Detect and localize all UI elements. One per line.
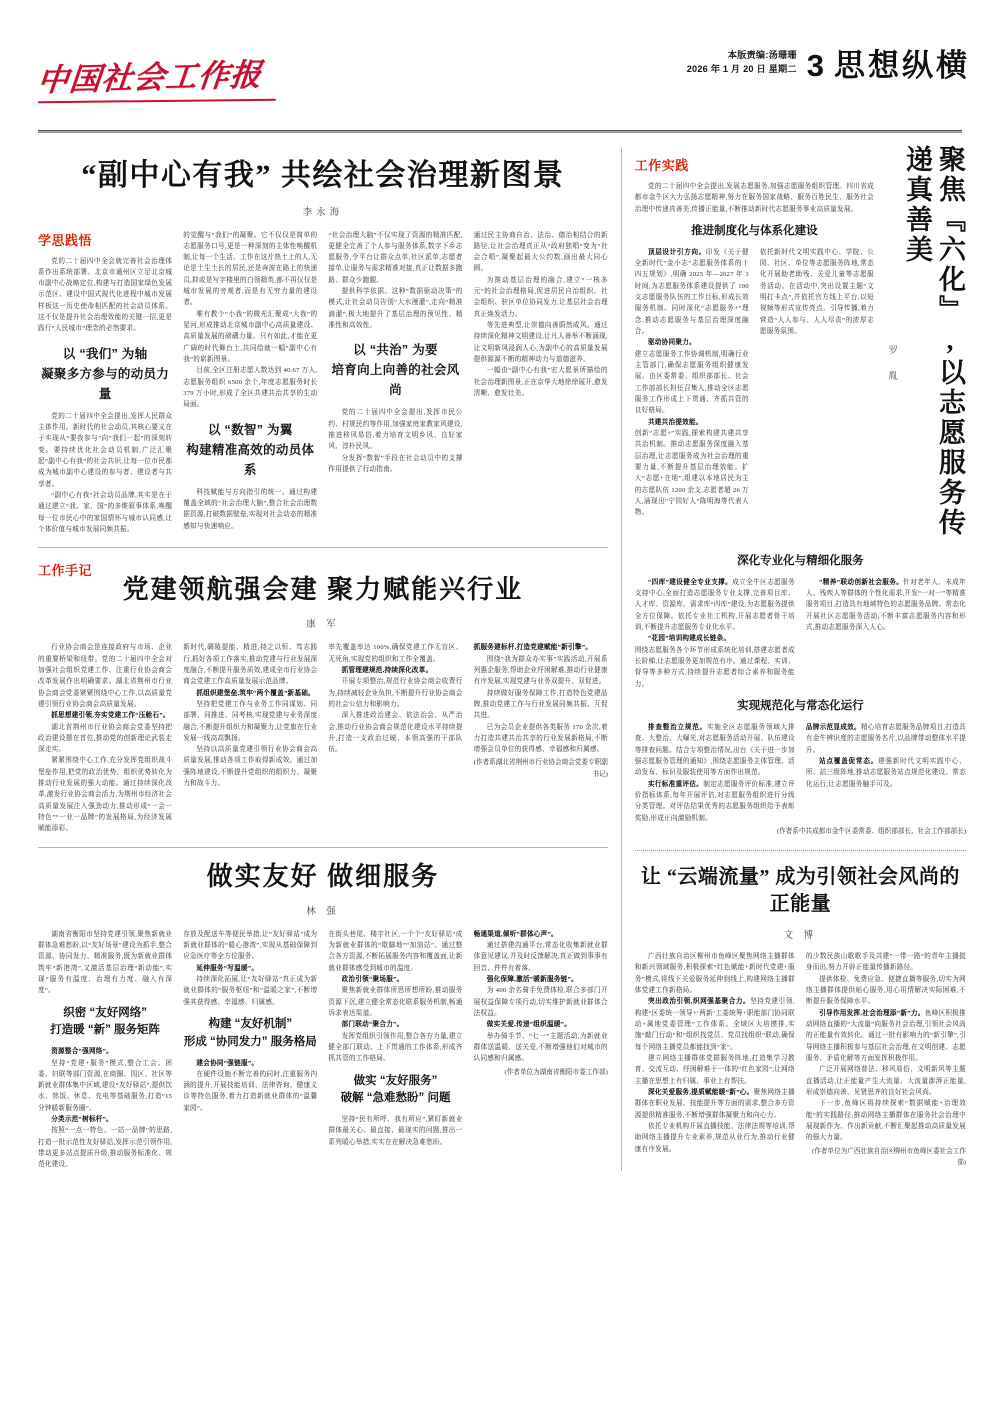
paragraph: 在硬件设施不断完善的同时,注重服务内涵的提升,开展技能培训、法律咨询、健康义诊等特色服务,着力打造新就业群体的“温馨家园”。	[183, 1070, 318, 1112]
article-5-headline: 让 “云端流量” 成为引领社会风尚的正能量	[640, 866, 960, 916]
inline-subhead: 共建共治提效能。	[647, 418, 703, 426]
inline-subhead: 突出政治引领,织网强基聚合力。	[647, 998, 751, 1006]
article-1-kicker: 学思践悟	[38, 232, 93, 248]
paragraph: 依托新时代文明实践中心、学院、公园、社区、单位等志愿服务阵地,常态化开展助老助残、关爱儿童等志愿服务活动。在活动中,突出设置主题“文明打卡点”,并依托官方线上平台,以短视频等形式宣传亮点、引导传播,着力营造“人人参与、人人尽责”的浓厚志愿服务氛围。	[759, 248, 874, 336]
page-body	[38, 145, 966, 1171]
paragraph: 分发挥“数智”手段在社会动员中的支撑作用提供了行动指南。	[328, 454, 463, 474]
article-3-byline: 林 强	[306, 906, 340, 917]
paragraph: 提供体检、免费应急、便捷直播等服务,切实为网络主播群体提供贴心服务,用心用情解决实际困难,不断提升服务保障水平。	[805, 975, 966, 1006]
paragraph: 排查整治立规范。实施全区志愿服务领域大排查、大整治、大曝光,对志愿服务活动开展、队伍建设等排查问题。结合专项整治情况,出台《关于进一步加强志愿服务管理的通知》,围绕志愿服务主体管理、活动发布、标识及服装使用等方面作出规范。	[634, 723, 795, 777]
paragraph	[183, 963, 317, 974]
inline-subhead: 政治引领“聚场服”。	[341, 975, 404, 983]
paragraph: 党的二十届四中全会就完善社会治理体系作出系统部署。北京市通州区立足北京城市副中心战略定位,构建与打造国家绿色发展示范区、建设中国式现代化进程中城市发展样板这一历史使命相匹配的社会动员体系。这不仅是提升社会治理效能的关键一招,更是践行“人民城市”理念的必然要求。	[38, 257, 173, 333]
paragraph	[328, 974, 462, 985]
paragraph: 紧紧围绕中心工作,充分发挥党组织战斗堡垒作用,把党的政治优势、组织优势转化为推动行业发展的强大动能。通过持续深化改革,激发行业协会商会活力,为荆州市经济社会高质量发展注入强劲动力,推动形成“一会一特色”“一业一品牌”的发展格局,为经济发展赋能添彩。	[38, 757, 173, 833]
inline-subhead: “四库”建设健全专业支撑。	[647, 578, 733, 586]
paragraph: 已为会员企业提供各类服务 170 余次,着力打造共建共治共享的行业发展新格局,不断增强会员单位的获得感、幸福感和归属感。	[473, 723, 608, 754]
article-1-subhead-3: 以 “共治” 为要 培育向上向善的社会风尚	[331, 343, 460, 398]
masthead-divider	[38, 130, 962, 133]
paragraph: 存放及配送车等便民举措,让“友好驿站”成为新就业群体的“暖心港湾”,实现从基础保障到应急医疗等全方位服务。	[183, 930, 318, 961]
paragraph: 发挥党组织引领作用,整合各方力量,建立健全部门联动、上下贯通的工作体系,形成齐抓共管的工作格局。	[328, 1032, 463, 1063]
article-3-subhead-3: 做实 “友好服务” 破解 “急难愁盼” 问题	[340, 1074, 451, 1105]
article-divider	[38, 547, 608, 548]
paragraph	[635, 633, 795, 644]
paragraph	[474, 1019, 608, 1030]
paragraph: 深入推进政治建会、依法治会、从严治会,推动行业协会商会规范化建设水平持续提升,打造一支政治过硬、本领高强的干部队伍。	[328, 712, 463, 754]
paragraph	[328, 665, 462, 676]
inline-subhead: 抓思想建引领,夯实党建工作“压舱石”。	[51, 712, 170, 720]
paragraph	[183, 1058, 317, 1069]
paragraph: 坚持把党建工作与业务工作同谋划、同部署、同推进、同考核,实现党建与业务深度融合,不断提升组织力和凝聚力,让党旗在行业发展一线高高飘扬。	[183, 700, 318, 742]
article-1-subhead-1: 以 “我们” 为轴 凝聚多方参与的动员力量	[41, 346, 170, 401]
paragraph	[38, 1114, 172, 1125]
paragraph: 品牌示范显成效。精心培育志愿服务品牌项目,打造具有金牛辨识度的志愿服务名片,以品牌带动整体水平提升。	[805, 723, 966, 754]
article-4-byline: 罗 胤	[886, 345, 897, 383]
paragraph: 按照“一点一特色、一站一品牌”的思路,打造一批示范性友好驿站,发挥示范引领作用,带动更多站点提质升级,推动服务标准化、规范化建设。	[38, 1127, 173, 1169]
article-3-subhead-2: 构建 “友好机制” 形成 “协同发力” 服务格局	[183, 1017, 317, 1048]
paragraph: 湖南省衡阳市坚持党建引领,聚焦新就业群体急难愁盼,以“友好场景”建设为抓手,整合资源、协同发力、精准服务,既为新就业群体筑牢“新港湾”,又激活基层治理“新动能”,实现“服务有温度、治理有力度、融入有深度”。	[38, 930, 173, 995]
paragraph: 围绕“我为群众办实事”实践活动,开展系列惠企服务,帮助企业纾困解难,推动行业健康有序发展,实现党建与业务双提升、双促进。	[473, 655, 608, 686]
paragraph: 目前,全区注册志愿人数达到 40.67 万人,志愿服务组织 6500 余个,年度志愿服务时长 379 万小时,形成了全区共建共治共享的生动局面。	[183, 367, 318, 409]
inline-subhead: 顶层设计引方向。	[647, 248, 706, 256]
article-4-subhead-3: 实现规范化与常态化运行	[737, 700, 864, 713]
paragraph: 围绕志愿服务各个环节形成系统化培训,搭建志愿者成长阶梯,让志愿服务更加规范有序。通过课程、实训、督导等多种方式,持续提升志愿者综合素养和服务能力。	[634, 646, 795, 688]
inline-subhead: 做实关爱,传递“组织温暖”。	[486, 1021, 572, 1029]
inline-subhead: 品牌示范显成效。	[805, 723, 861, 731]
masthead-right	[687, 48, 970, 83]
article-1-headline: “副中心有我” 共绘社会治理新图景	[81, 159, 565, 192]
article-5-byline: 文 博	[783, 931, 818, 942]
page-number: 3	[806, 47, 824, 83]
date-line: 2026 年 1 月 20 日 星期二	[686, 64, 797, 75]
article-1	[38, 157, 608, 535]
inline-subhead: 站点覆盖促常态。	[819, 757, 879, 765]
paragraph	[38, 1046, 172, 1057]
newspaper-page	[0, 48, 1000, 1410]
paragraph: 开展专项整治,规范行业协会商会收费行为,持续减轻企业负担,不断提升行业协会商会的社会公信力和影响力。	[328, 678, 463, 708]
paragraph	[38, 710, 172, 721]
article-3	[38, 860, 608, 1171]
article-2-headline: 党建领航强会建 聚力赋能兴行业	[122, 575, 524, 605]
paragraph: 党的二十届四中全会提出,发挥市民公约、村规民约等作用,加强家庭家教家风建设,推进移风易俗,着力培育文明乡风、良好家风、淳朴民风。	[328, 409, 463, 451]
paragraph: “精养”联动创新社会服务。针对老年人、未成年人、残疾人等群体的个性化需求,开发“一对一”等精准服务项目,打造具有地域特色的志愿服务品牌。常态化开展社区志愿服务活动,不断丰富志愿服务内容和形式,推动志愿服务深入人心。	[805, 578, 966, 632]
paragraph: 实行标准重评估。制定志愿服务评价标准,建立评价指标体系,每年开展评估,对志愿服务组织进行分级分类管理。对评估结果优秀的志愿服务组织给予表彰奖励,形成正向激励机制。	[634, 780, 795, 822]
inline-subhead: 引导作用发挥,社会治理添“新”力。	[819, 1009, 925, 1017]
paragraph: 为推动基层治理的融合,建立“一核多元”的社会治理格局,促进居民自治组织、社会组织、驻区单位协同发力,让基层社会治理真正焕发活力。	[473, 276, 608, 318]
article-1-byline: 李永海	[302, 207, 344, 218]
article-3-attribution: (作者单位为湖南省衡阳市委工作部)	[504, 1068, 608, 1076]
paragraph: 湖北省荆州市行业协会商会党委坚持把政治建设摆在首位,推动党的创新理论武装走深走实。	[38, 723, 173, 754]
editor-line: 本版责编:汤珊珊	[727, 50, 797, 60]
paper-name: 中国社会工作报	[35, 57, 264, 98]
paragraph	[635, 417, 749, 428]
paragraph: 为 400 余名骑手免费体检,联合多部门开展权益保障专项行动,切实维护新就业群体合法权益。	[473, 987, 608, 1017]
paragraph: 党的二十届四中全会提出,发展志愿服务,加强志愿服务组织管理。四川省成都市金牛区大力弘扬志愿精神,努力在服务国家战略、服务百姓民生、服务社会治理中传递真善美,传播正能量,不断推动新时代志愿服务事业高质量发展。	[634, 183, 874, 213]
paragraph: 科技赋能与方向指引的统一。通过构建覆盖全域的“社会治理大脑”,整合社会治理数据资源,打破数据壁垒,实现对社会动态的精准感知与快速响应。	[183, 488, 318, 530]
paragraph: 率先覆盖率达 100%,确保党建工作无盲区、无死角,实现党的组织和工作全覆盖。	[328, 644, 463, 663]
article-2-kicker: 工作手记	[38, 563, 93, 579]
article-1-subhead-2: 以 “数智” 为翼 构建精准高效的动员体系	[186, 422, 315, 477]
article-4-vertical-headline-wrap	[874, 145, 966, 545]
paragraph: 的觉醒与“我们”的凝聚。它不仅仅是简单的志愿服务口号,更是一种深刻的主体性唤醒机制,让每一个生活、工作在这片热土上的人,无论是土生土长的居民,还是奔波在路上的快递员,抑或是写字楼里的白领精英,都不再仅仅是城市发展的旁观者,而是有无穷力量的建设者。	[183, 231, 318, 307]
paragraph: 的少数民族山歌歌手及共建“一带一路”的青年主播挺身而出,努力开辟正能量传播新路径。	[805, 953, 966, 972]
inline-subhead: 抓管理建规范,持续深化改革。	[341, 666, 433, 674]
article-4-subhead-2: 深化专业化与精细化服务	[737, 555, 864, 567]
article-3-headline: 做实友好 做细服务	[206, 861, 440, 891]
masthead-meta	[687, 48, 797, 83]
paragraph: “社会治理大脑”不仅实现了资源的精准匹配,更健全完善了个人参与服务体系,数字下乡志愿服务,令平台让群众点单,社区派单,志愿者接单,让服务与需求精准对接,真正让数据多跑路、群众少跑腿。	[328, 231, 463, 284]
paragraph	[635, 337, 749, 348]
inline-subhead: 抓组织建堡垒,筑牢“两个覆盖”新基础。	[196, 689, 315, 697]
paragraph: 站点覆盖促常态。建强新时代文明实践中心、所、站三级阵地,推动志愿服务站点规范化建设、常态化运行,让志愿服务触手可及。	[805, 757, 966, 788]
article-3-subhead-1: 织密 “友好网络” 打造暖 “新” 服务矩阵	[50, 1006, 161, 1037]
article-4-kicker: 工作实践	[634, 158, 689, 173]
article-4-attribution: (作者系中共成都市金牛区委常委、组织部部长、社会工作部部长)	[776, 827, 966, 835]
paragraph: 依托专业机构开展直播技能、法律法规等培训,帮助网络主播提升专业素养,规范从业行为,推动行业健康有序发展。	[634, 1122, 795, 1153]
paragraph: 坚持“民有所呼、我有所应”,紧盯新就业群体最关心、最直接、最现实的问题,推出一系列暖心举措,实实在在解决急难愁盼。	[328, 1116, 463, 1146]
paragraph	[183, 688, 317, 699]
inline-subhead: 延伸服务“写温暖”。	[196, 964, 259, 972]
article-4-headline: 聚焦『六化』,以志愿服务传递真善美	[902, 145, 965, 538]
paragraph: 通过搭建沟通平台,常态化收集新就业群体意见建议,并及时反馈解决,真正做到事事有回音、件件有着落。	[473, 941, 608, 972]
paragraph: 通过民主协商自治、法治、德治相结合的新路径,让社会治理真正从“政府独唱”变为“社会合唱”,凝聚起最大公约数,画出最大同心圆。	[473, 231, 608, 273]
section-name: 思想纵横	[834, 47, 970, 83]
paragraph: 提供科学依据。这种“数据驱动决策”的模式,让社会动员告别“大水漫灌”,走向“精准滴灌”,极大地提升了基层治理的预见性、精准性和高效性。	[328, 288, 463, 330]
paragraph	[328, 1019, 462, 1030]
right-column	[635, 145, 966, 1171]
inline-subhead: 资源整合“强网络”。	[51, 1048, 114, 1056]
paper-logo	[35, 52, 276, 102]
paragraph	[474, 642, 608, 653]
paragraph	[474, 929, 608, 940]
inline-subhead: 抓服务建标杆,打造党建赋能“新引擎”。	[473, 644, 593, 652]
masthead	[35, 47, 970, 120]
inline-subhead: 深化关爱服务,提质赋能暖“新”心。	[647, 1089, 754, 1096]
inline-subhead: 畅通渠道,倾听“群体心声”。	[473, 930, 558, 938]
article-2	[38, 560, 608, 834]
paragraph: 等先进典型,让崇德向善蔚然成风。通过持续深化精神文明建设,让凡人善举不断涌现,让文明新风浸润人心,为副中心的高质量发展提供源源不断的精神动力与道德滋养。	[473, 322, 608, 364]
column-divider	[621, 147, 622, 1171]
paragraph: 坚持以高质量党建引领行业协会商会高质量发展,推动各项工作取得新成效。通过加强阵地建设,不断提升党组织的组织力、凝聚力和战斗力。	[183, 746, 318, 788]
paragraph: 广西壮族自治区柳州市鱼峰区聚焦网络主播群体和新兴领域服务,积极探索“红色赋能+新时代党建+服务”模式,将线下关爱服务延伸到线上,构建网络主播群体党建工作新格局。	[634, 953, 795, 995]
paragraph: 持续深化拓展,让“友好驿站”真正成为新就业群体的“服务枢纽”和“温暖之家”,不断增强其获得感、幸福感、归属感。	[183, 975, 318, 1006]
left-column	[38, 145, 608, 1171]
paragraph: 唯有教个“小我”的微光汇聚成“大我”的星河,形成推动北京城市副中心高质量建设、高质量发展的磅礴力量。只有如此,才能在更广阔的时代舞台上,共同绘就一幅“副中心有我”的崭新图景。	[183, 310, 318, 364]
paragraph: 建立网络主播群体党群服务阵地,打造集学习教育、交流互动、纾困解难于一体的“红色家园”,让网络主播在思想上有归属、事业上有帮扶。	[634, 1055, 795, 1085]
inline-subhead: 排查整治立规范。	[647, 723, 707, 731]
paragraph: 深化关爱服务,提质赋能暖“新”心。聚焦网络主播群体在职业发展、技能提升等方面的需求,整合多方资源提供精准服务,不断增强群体凝聚力和向心力。	[634, 1089, 795, 1119]
inline-subhead: “花园”培训构建成长链条。	[647, 635, 731, 643]
article-4-subhead-1: 推进制度化与体系化建设	[691, 224, 818, 237]
paragraph: 引导作用发挥,社会治理添“新”力。鱼峰区积极推动网络直播的“大流量”向服务社会治理,引领社会风尚的正能量有效转化。通过一批有影响力的“新引擎”,引导网络主播积极参与基层社会治理,在文明创建、志愿服务、矛盾化解等方面发挥积极作用。	[805, 1009, 966, 1063]
inline-subhead: “精养”联动创新社会服务。	[819, 578, 904, 586]
inline-subhead: 部门联动“聚合力”。	[341, 1021, 404, 1029]
article-divider-dotted	[635, 850, 966, 851]
article-divider	[38, 847, 608, 848]
paragraph: 坚持“党建+服务”模式,整合工会、团委、妇联等部门资源,在商圈、园区、社区等新就业群体集中区域,建设“友好驿站”,提供饮水、热饭、休息、充电等基础服务,打造“15 分钟暖新服务圈”。	[38, 1059, 173, 1112]
inline-subhead: 实行标准重评估。	[647, 780, 704, 788]
inline-subhead: 强化保障,激活“暖新服务链”。	[486, 975, 578, 983]
paragraph: 举办骑手节、“七一”主题活动,为新就业群体送温暖、送关爱,不断增强他们对城市的认同感和归属感。	[473, 1032, 608, 1063]
paragraph: 下一步,鱼峰区将持续探索“数据赋能+治理效能”的实践路径,推动网络主播群体在服务社会治理中展现新作为、作出新贡献,不断汇聚起推动高质量发展的强大力量。	[805, 1100, 966, 1142]
paragraph: 顶层设计引方向。印发《关于健全新时代“金小志”志愿服务体系的十四五规划》,明确 2025 年—2027 年 3 时间,为志愿服务体系建设提供了 100 支志愿服务队伍的工作目标,形成长效服务机制。同时深化“志愿服务+”理念,推动志愿服务与基层治理深度融合。	[634, 248, 749, 336]
inline-subhead: 建会协同“强链服”。	[196, 1059, 259, 1067]
logo-underline	[38, 99, 276, 104]
paragraph: 广泛开展网络普法、移风易俗、文明新风等主题直播活动,让正能量产生大流量、大流量澎湃正能量,形成崇德向善、见贤思齐的良好社会风尚。	[805, 1066, 966, 1096]
article-5-attribution: (作者单位为广西壮族自治区柳州市鱼峰区委社会工作部)	[812, 1147, 966, 1166]
inline-subhead: 驱动协同聚力。	[647, 339, 696, 347]
paragraph: 持续做好服务保障工作,打造特色党建品牌,推动党建工作与行业发展同频共振、互促共进。	[473, 689, 608, 720]
paragraph: 聚焦新就业群体所思所想所盼,推动服务资源下沉,建立健全常态化联系服务机制,畅通诉求表达渠道。	[328, 987, 463, 1017]
paragraph: “四库”建设健全专业支撑。成立全牛区志愿服务支持中心,全面打造志愿服务专业支撑,完善项目库、人才库、资源库、需求库“四库”建设,为志愿服务提供全方位保障。依托专业社工机构,开展志愿者骨干培训,不断提升志愿服务专业化水平。	[634, 578, 795, 632]
paragraph: 党的二十届四中全会提出,发挥人民群众主体作用。新时代的社会动员,其核心要义在于实现从“要我参与”向“我们一起”的深刻转变。要持续优化社会动员机制,广泛汇聚起“副中心有我”的社会共识,让每一位市民都成为城市副中心建设的参与者、建设者与共享者。	[38, 412, 173, 488]
article-4	[635, 145, 966, 837]
paragraph: “副中心有我”社会动员品牌,其实是在于通过建立“我、家、国”的多维叙事体系,唤醒每一位市民心中的家国情怀与城市认同感,让个体价值与城市发展同频共振。	[38, 492, 173, 534]
paragraph: 建立志愿服务工作协调机制,明确行业主管部门,确保志愿服务组织健康发展。由区委常委、组织部部长、社会工作部部长担任召集人,推动全区志愿服务工作形成上下贯通、齐抓共管的良好格局。	[634, 350, 749, 415]
paragraph: 行业协会商会是连接政府与市场、企业的重要桥梁和纽带。党的二十届四中全会对加强社会组织党建工作、注重行业协会商会改革发展作出明确要求。湖北省荆州市行业协会商会党委紧紧围绕中心工作,以高质量党建引领行业协会商会高质量发展。	[38, 644, 173, 708]
inline-subhead: 分类示范“树标杆”。	[51, 1116, 114, 1124]
paragraph: 在街头巷尾、楼宇社区,一个个“友好驿站”成为新就业群体的“歇脚地”“加油站”。通过整合各方资源,不断拓展服务内容和覆盖面,让新就业群体感受到城市的温度。	[328, 930, 463, 972]
paragraph: 突出政治引领,织网强基聚合力。坚持党建引领,构建“区委统一领导+‘两新’工委统筹+职能部门协同联动+属地党委管理”工作体系。全域区大培摸排,实施“敲门行动”和“组织找党员、党员找组织”联动,确保每个网络主播党员都能找到“家”。	[634, 998, 795, 1051]
paragraph: 创新“志愿+”实践,探索构建共建共享共治机制。推动志愿服务深度融入基层治理,让志愿服务成为社会治理的重要力量,不断提升基层治理效能。扩大“志愿+在地”,组建以本地居民为主的志愿队伍 1200 余支,志愿者超 26 万人,涌现出“宁园好人”陈明海等代表人物。	[634, 430, 749, 517]
paragraph	[474, 974, 608, 985]
article-5	[635, 864, 966, 1168]
paragraph: 新时代,碉陵提能、精进,持之以恒、笃志践行,抓好各项工作落实,推动党建与行业发展深度融合,不断提升服务质效,建成全市行业协会商会党建工作高质量发展示范品牌。	[183, 644, 318, 686]
article-2-byline: 康 军	[306, 620, 340, 631]
paragraph: 一幅由“副中心有我”宏大愿景所描绘的社会治理新图景,正在京华大地徐徐展开,愈发清晰、愈发壮美。	[473, 367, 608, 398]
article-2-attribution: (作者系湖北省荆州市行业协会商会党委专职副书记)	[473, 759, 608, 778]
